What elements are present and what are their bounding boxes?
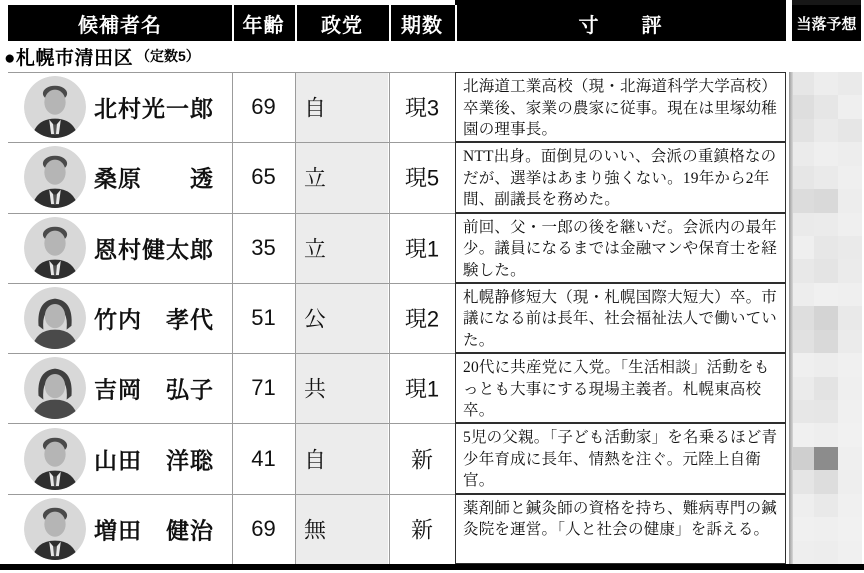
candidate-photo-female [24,357,86,419]
candidate-party: 自 [304,447,327,473]
mosaic-edge-shadow [789,72,793,564]
section-title [4,44,200,68]
candidate-name: 北村光一郎 [94,95,214,122]
column-header-prediction: 当落予想 [792,5,861,41]
candidate-photo-male [24,217,86,279]
header-divider [295,5,297,41]
column-header-terms: 期数 [401,14,443,37]
table-row [0,353,864,423]
column-header-party: 政党 [321,14,363,37]
candidate-terms: 新 [410,517,433,543]
candidate-terms: 現1 [404,376,440,402]
candidate-age: 69 [251,515,276,541]
candidate-age: 69 [251,94,276,120]
candidate-photo-male [24,146,86,208]
candidate-age: 41 [251,445,276,471]
candidate-name: 増田 健治 [94,517,214,544]
candidate-photo-male [24,498,86,560]
candidate-comment: 札幌静修短大（現・札幌国際大短大）卒。市議になる前は長年、社会福祉法人で働いていた。 [455,283,786,353]
candidate-comment: 5児の父親。「子ども活動家」を名乗るほど青少年育成に長年、情熱を注ぐ。元陸上自衛官。 [455,423,786,493]
table-row [0,494,864,564]
table-row [0,213,864,283]
bottom-rule [0,564,864,570]
candidate-name: 山田 洋聡 [94,447,214,474]
candidate-name: 竹内 孝代 [94,306,214,333]
table-header-bar [8,5,786,41]
column-header-age: 年齢 [242,14,285,37]
candidate-party: 公 [304,306,327,332]
candidate-photo-female [24,287,86,349]
table-row [0,423,864,493]
row-divider [8,353,455,354]
column-header-comment: 寸 評 [578,14,663,37]
candidate-terms: 新 [410,447,433,473]
prediction-mosaic-redacted [790,72,862,564]
header-divider [232,5,234,41]
candidate-terms: 現3 [404,95,440,121]
table-row [0,142,864,212]
candidate-party: 自 [304,95,327,121]
candidate-name: 桑原 透 [94,165,214,192]
row-divider [8,494,455,495]
candidate-age: 71 [251,375,276,401]
row-divider [8,142,455,143]
candidate-comment: 20代に共産党に入党。「生活相談」活動をもっとも大事にする現場主義者。札幌東高校卒。 [455,353,786,423]
candidate-age: 65 [251,164,276,190]
candidate-party: 共 [304,376,327,402]
table-row [0,283,864,353]
candidate-terms: 現1 [404,236,440,262]
column-header-name: 候補者名 [78,14,162,37]
candidate-party: 立 [304,165,327,191]
row-divider [8,72,455,73]
candidate-comment: 北海道工業高校（現・北海道科学大学高校）卒業後、家業の農家に従事。現在は里塚幼稚園の理事長。 [455,72,786,142]
table-row [0,72,864,142]
candidate-photo-male [24,76,86,138]
candidate-age: 51 [251,304,276,330]
header-divider [455,5,457,41]
candidate-comment: 前回、父・一郎の後を継いだ。会派内の最年少。議員になるまでは金融マンや保育士を経験した。 [455,213,786,283]
candidate-comment: NTT出身。面倒見のいい、会派の重鎮格なのだが、選挙はあまり強くない。19年から2年間、副議長を務めた。 [455,142,786,212]
candidate-terms: 現2 [404,306,440,332]
row-divider [8,283,455,284]
table-body [0,72,864,564]
row-divider [8,423,455,424]
candidate-name: 吉岡 弘子 [94,376,214,403]
candidate-photo-male [24,428,86,490]
candidate-age: 35 [251,234,276,260]
seat-count-note: （定数5） [135,48,200,64]
ward-name: ●札幌市清田区 [4,47,133,69]
candidate-name: 恩村健太郎 [94,236,214,263]
candidate-comment: 薬剤師と鍼灸師の資格を持ち、難病専門の鍼灸院を運営。「人と社会の健康」を訴える。 [455,494,786,564]
candidate-party: 立 [304,236,327,262]
row-divider [8,213,455,214]
candidate-party: 無 [304,517,327,543]
header-divider [389,5,391,41]
candidate-terms: 現5 [404,165,440,191]
